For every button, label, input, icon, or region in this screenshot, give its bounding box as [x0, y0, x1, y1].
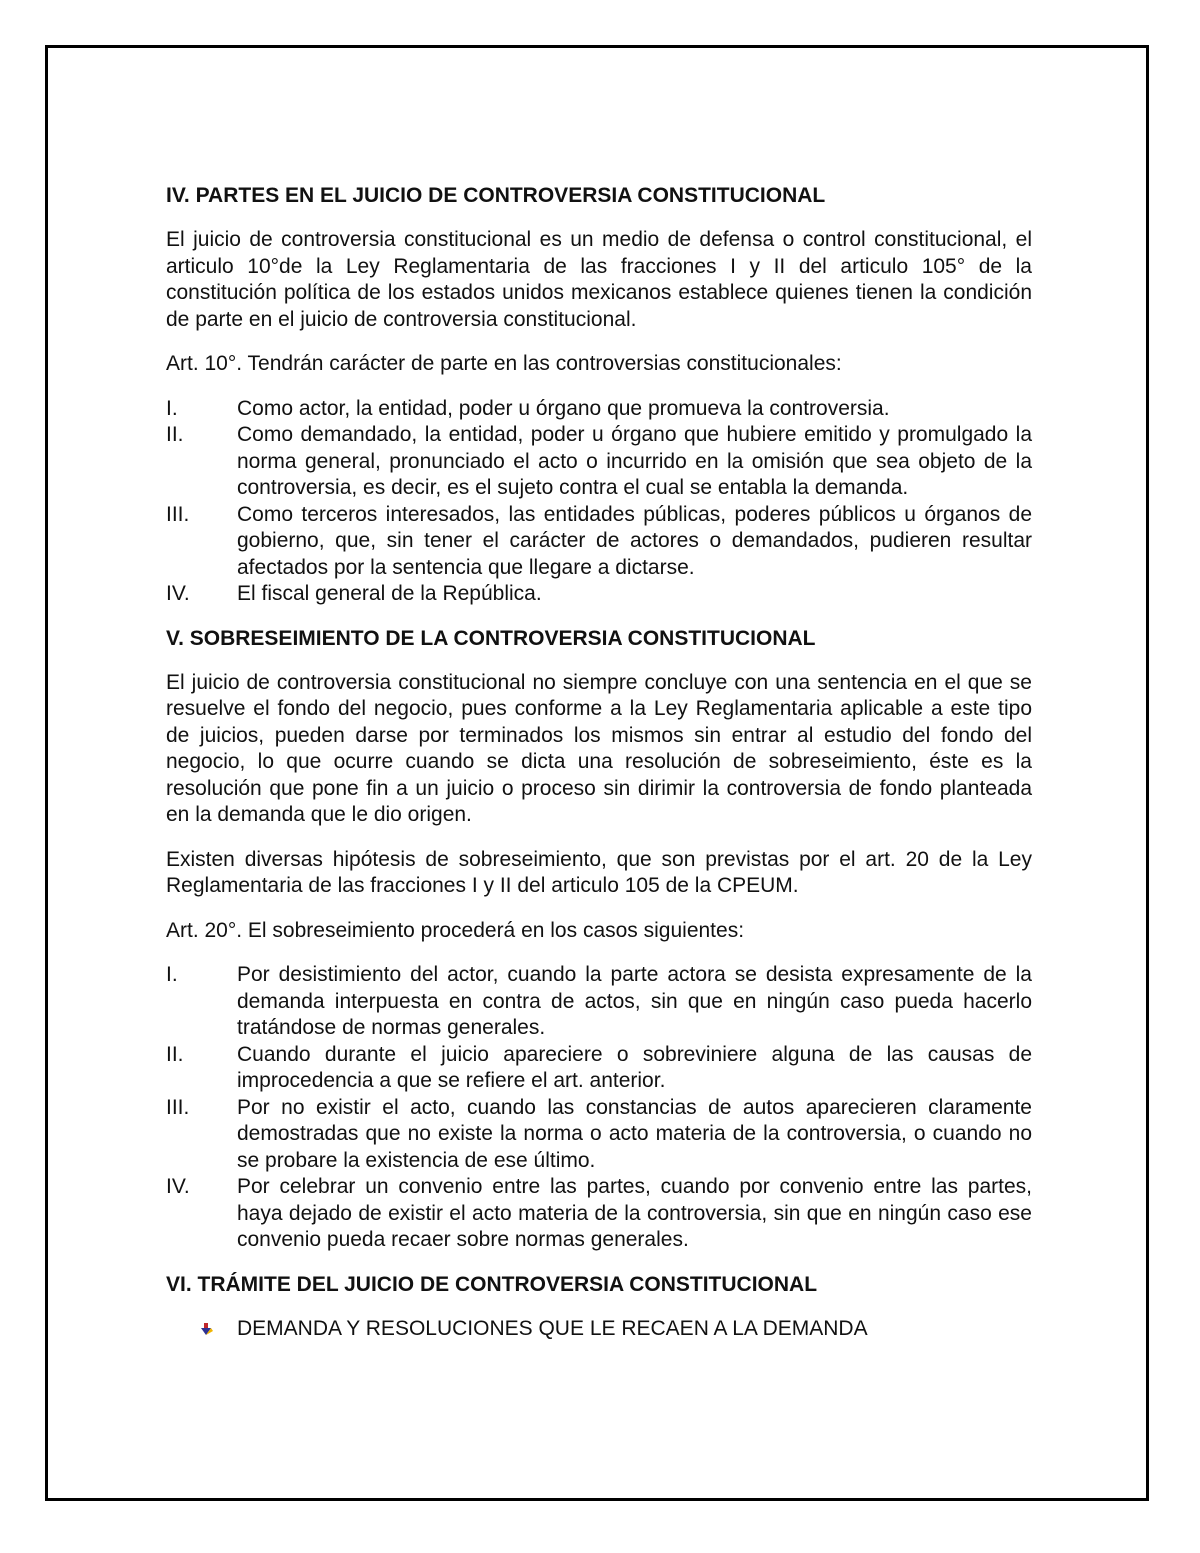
list-item: [166, 581, 1032, 608]
list-item-text: Por desistimiento del actor, cuando la parte actora se desista expresamente de la demanda interpuesta en contra de actos, sin que en ningún caso pueda hacerlo tratándose de normas generales.: [237, 963, 1032, 1039]
list-item-text: Cuando durante el juicio apareciere o sobreviniere alguna de las causas de improcedencia a que se refiere el art. anterior.: [237, 1042, 1032, 1092]
bullet-text: DEMANDA Y RESOLUCIONES QUE LE RECAEN A LA DEMANDA: [237, 1316, 868, 1340]
section-4-list: [166, 396, 1032, 608]
document-body: [166, 183, 1032, 1342]
list-item-number: II.: [166, 1042, 184, 1066]
list-item-text: Como demandado, la entidad, poder u órgano que hubiere emitido y promulgado la norma general, pronunciado el acto o incurrido en la omisión que sea objeto de la controversia, es decir, es el sujeto contra el cual se entabla la demanda.: [237, 423, 1032, 499]
list-item-text: Como terceros interesados, las entidades públicas, poderes públicos u órganos de gobierno, que, sin tener el carácter de actores o demandados, pudieren resultar afectados por la sentencia que llegare a dictarse.: [237, 502, 1032, 579]
list-item-text: Como actor, la entidad, poder u órgano que promueva la controversia.: [237, 396, 890, 420]
section-5-heading: V. SOBRESEIMIENTO DE LA CONTROVERSIA CONSTITUCIONAL: [166, 626, 816, 650]
section-5-paragraph-1: El juicio de controversia constitucional no siempre concluye con una sentencia en el que se resuelve el fondo del negocio, pues conforme a la Ley Reglamentaria aplicable a este tipo de juicios, pueden darse por terminados los mismos sin entrar al estudio del fondo del negocio, lo que ocurre cuando se dicta una resolución de sobreseimiento, éste es la resolución que pone fin a un juicio o proceso sin dirimir la controversia de fondo planteada en la demanda que le dio origen.: [166, 670, 1032, 826]
list-item-number: I.: [166, 396, 178, 420]
list-item-number: III.: [166, 1095, 190, 1119]
section-4-intro: El juicio de controversia constitucional es un medio de defensa o control constitucional, el articulo 10°de la Ley Reglamentaria de las fracciones I y II del articulo 105° de la constitución política de los estados unidos mexicanos establece quienes tienen la condición de parte en el juicio de controversia constitucional.: [166, 228, 1032, 331]
list-item-text: Por celebrar un convenio entre las partes, cuando por convenio entre las partes, haya dejado de existir el acto materia de la controversia, sin que en ningún caso ese convenio pueda recaer sobre normas generales.: [237, 1175, 1032, 1251]
list-item-text: Por no existir el acto, cuando las constancias de autos aparecieren claramente demostradas que no existe la norma o acto materia de la controversia, o cuando no se probare la existencia de ese último.: [237, 1095, 1032, 1172]
section-4-heading: IV. PARTES EN EL JUICIO DE CONTROVERSIA CONSTITUCIONAL: [166, 184, 826, 207]
section-6-heading: VI. TRÁMITE DEL JUICIO DE CONTROVERSIA CONSTITUCIONAL: [166, 1272, 818, 1296]
bullet-item: [201, 1316, 1032, 1343]
list-item: [166, 1174, 1032, 1254]
list-item: [166, 422, 1032, 502]
section-5-article: Art. 20°. El sobreseimiento procederá en los casos siguientes:: [166, 918, 745, 942]
list-item: [166, 502, 1032, 582]
arrow-bullet-icon: [201, 1316, 237, 1342]
list-item-number: IV.: [166, 1175, 190, 1198]
list-item-number: IV.: [166, 582, 190, 605]
list-item: [166, 396, 1032, 423]
section-4-article: Art. 10°. Tendrán carácter de parte en las controversias constitucionales:: [166, 352, 842, 375]
list-item: [166, 962, 1032, 1042]
list-item-text: El fiscal general de la República.: [237, 582, 542, 605]
list-item-number: I.: [166, 963, 178, 986]
list-item-number: III.: [166, 502, 190, 526]
section-5-paragraph-2: Existen diversas hipótesis de sobreseimiento, que son previstas por el art. 20 de la Ley Reglamentaria de las fracciones I y II del articulo 105 de la CPEUM.: [166, 847, 1032, 897]
list-item-number: II.: [166, 423, 184, 446]
section-5-list: [166, 962, 1032, 1254]
list-item: [166, 1042, 1032, 1095]
list-item: [166, 1095, 1032, 1175]
